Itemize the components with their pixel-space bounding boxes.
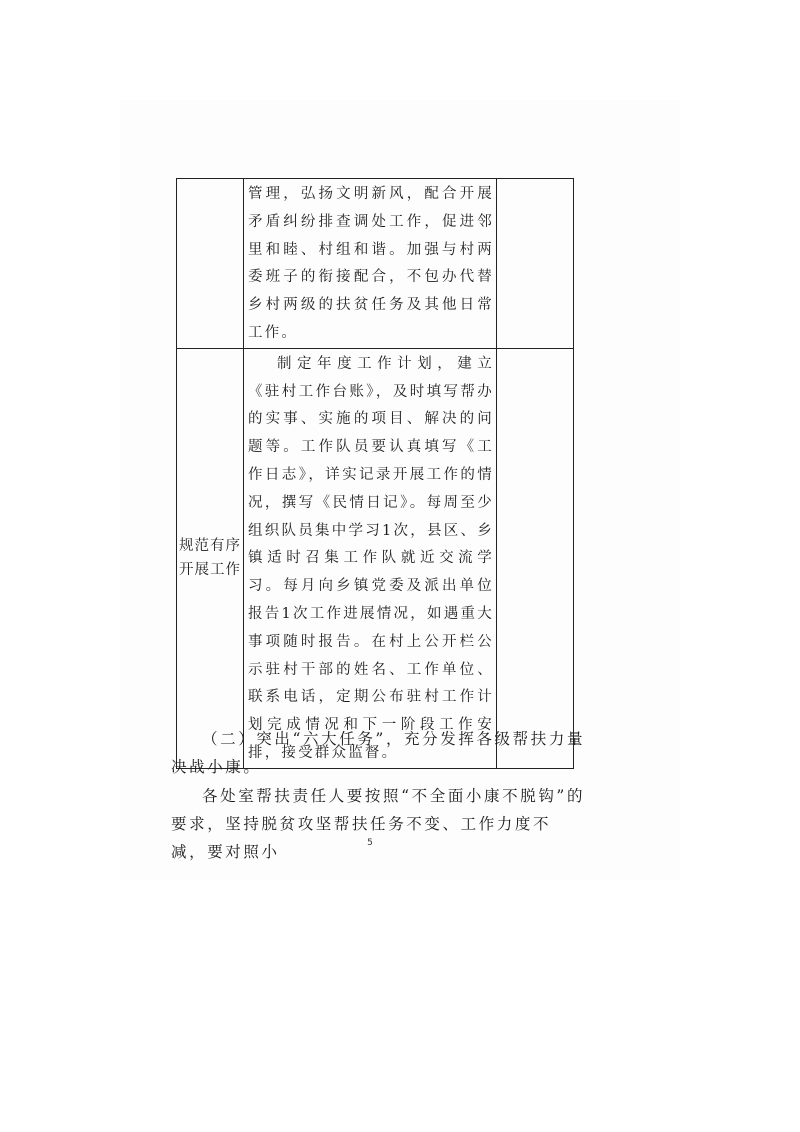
row-label: 规范有序开展工作	[179, 538, 241, 579]
row-label-cell	[177, 348, 244, 768]
row-empty-cell	[497, 179, 574, 349]
section-heading-paragraph: （二）突出“六大任务”，充分发挥各级帮扶力量决战小康。	[171, 730, 586, 776]
row-content-cell	[244, 348, 497, 768]
page-number: 5	[367, 838, 373, 848]
row-content: 管理，弘扬文明新风，配合开展矛盾纠纷排查调处工作，促进邻里和睦、村组和谐。加强与村两委班子的衔接配合，不包办代替乡村两级的扶贫任务及其他日常工作。	[248, 186, 494, 341]
body-paragraph: 各处室帮扶责任人要按照“不全面小康不脱钩”的要求，坚持脱贫攻坚帮扶任务不变、工作力度不减，要对照小	[171, 787, 586, 861]
row-label-cell	[177, 179, 244, 349]
row-content-cell	[244, 179, 497, 349]
row-content: 制定年度工作计划，建立《驻村工作台账》，及时填写帮办的实事、实施的项目、解决的问题等。工作队员要认真填写《工作日志》，详实记录开展工作的情况，撰写《民情日记》。每周至少组织队员集中学习1次，县区、乡镇适时召集工作队就近交流学习。每月向乡镇党委及派出单位报告1次工作进展情况，如遇重大事项随时报告。在村上公开栏公示驻村干部的姓名、工作单位、联系电话，定期公布驻村工作计划完成情况和下一阶段工作安排，接受群众监督。	[248, 355, 494, 761]
duty-table	[176, 178, 574, 769]
table-row	[177, 179, 574, 349]
table-row	[177, 348, 574, 768]
row-empty-cell	[497, 348, 574, 768]
